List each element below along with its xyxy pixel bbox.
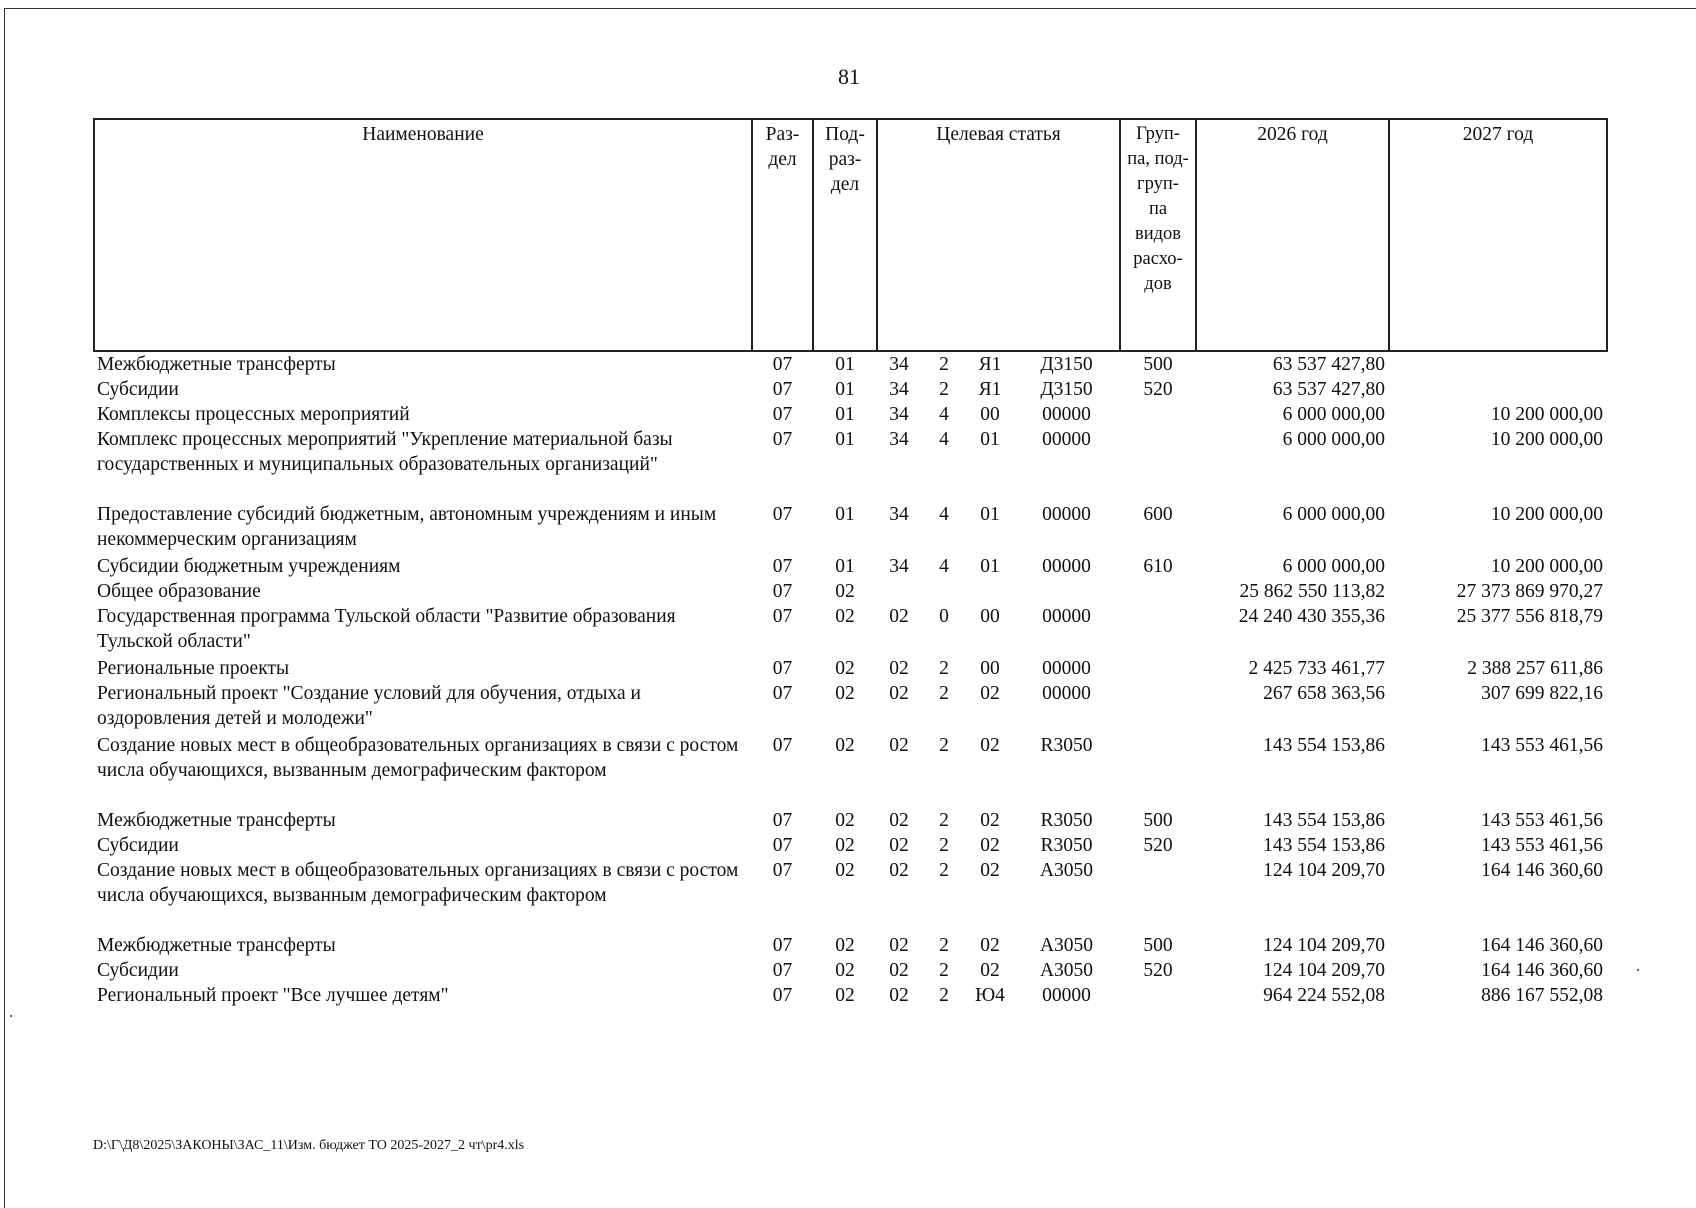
row-amount-2026: 964 224 552,08 — [1263, 985, 1385, 1006]
row-amount-2026: 25 862 550 113,82 — [1239, 581, 1385, 602]
row-target-type: 4 — [939, 429, 949, 450]
row-expense-group: 610 — [1143, 556, 1173, 577]
row-expense-group: 500 — [1143, 354, 1173, 375]
row-target-project: 02 — [980, 960, 1000, 981]
row-section: 07 — [772, 960, 793, 981]
table-row — [94, 808, 1607, 833]
row-amount-2027: 2 388 257 611,86 — [1467, 658, 1603, 679]
table-row — [94, 351, 1607, 377]
row-target-type: 4 — [939, 404, 949, 425]
row-target-program: 02 — [889, 810, 909, 831]
row-subsection: 01 — [835, 379, 855, 400]
row-name: Региональные проекты — [97, 658, 290, 679]
header-name: Наименование — [94, 119, 752, 351]
row-subsection: 02 — [835, 606, 855, 627]
row-section: 07 — [772, 683, 793, 704]
row-section: 07 — [772, 935, 793, 956]
table-row — [94, 427, 1607, 502]
row-target-type: 0 — [939, 606, 949, 627]
row-expense-group — [1120, 402, 1196, 427]
row-subsection: 02 — [835, 835, 855, 856]
row-target-program: 02 — [889, 860, 909, 881]
row-amount-2027: 10 200 000,00 — [1490, 556, 1603, 577]
table-body — [94, 351, 1607, 1008]
row-target-direction: 00000 — [1042, 683, 1091, 704]
row-target-direction: А3050 — [1039, 860, 1094, 881]
row-subsection: 02 — [835, 985, 855, 1006]
row-subsection: 02 — [835, 581, 855, 602]
table-row — [94, 554, 1607, 579]
row-section: 07 — [772, 735, 793, 756]
row-subsection: 01 — [835, 504, 855, 525]
row-section: 07 — [772, 379, 793, 400]
row-target-direction: А3050 — [1039, 935, 1094, 956]
row-name: Общее образование — [97, 581, 261, 602]
row-target-project: 02 — [980, 935, 1000, 956]
row-target-project: 00 — [980, 658, 1000, 679]
row-target-direction: R3050 — [1040, 835, 1093, 856]
row-target-direction: 00000 — [1042, 606, 1091, 627]
row-target-direction: 00000 — [1042, 556, 1091, 577]
table-header-row — [94, 119, 1607, 351]
row-target-program: 34 — [889, 404, 909, 425]
row-name: Создание новых мест в общеобразовательных организациях в связи с ростом числа обучающихся, вызванным демографическим фактором — [97, 735, 739, 781]
row-section: 07 — [772, 504, 793, 525]
row-amount-2026: 267 658 363,56 — [1263, 683, 1385, 704]
row-amount-2026: 63 537 427,80 — [1272, 354, 1385, 375]
row-target-direction: Д3150 — [1040, 354, 1093, 375]
row-amount-2027: 886 167 552,08 — [1481, 985, 1603, 1006]
row-expense-group — [1120, 983, 1196, 1008]
row-section: 07 — [772, 606, 793, 627]
row-amount-2027 — [1389, 377, 1607, 402]
table-row — [94, 733, 1607, 808]
row-target-direction: 00000 — [1042, 404, 1091, 425]
header-expense-group: Груп- па, под- груп- па видов расхо- дов — [1120, 119, 1196, 351]
row-amount-2027: 307 699 822,16 — [1481, 683, 1603, 704]
row-name: Предоставление субсидий бюджетным, автономным учреждениям и иным некоммерческим организациям — [97, 504, 717, 550]
table-row — [94, 604, 1607, 656]
table-row — [94, 933, 1607, 958]
row-amount-2027: 143 553 461,56 — [1481, 810, 1603, 831]
row-target-direction: 00000 — [1042, 429, 1091, 450]
row-target-program: 34 — [889, 504, 909, 525]
row-target-project: 01 — [980, 504, 1000, 525]
row-section: 07 — [772, 860, 793, 881]
row-target-project — [967, 579, 1013, 604]
row-subsection: 01 — [835, 556, 855, 577]
row-name: Субсидии — [97, 835, 179, 856]
row-amount-2027: 143 553 461,56 — [1481, 735, 1603, 756]
row-section: 07 — [772, 354, 793, 375]
row-name: Региональный проект "Все лучшее детям" — [97, 985, 449, 1006]
row-target-type: 2 — [939, 658, 949, 679]
row-name: Субсидии — [97, 960, 179, 981]
row-target-program: 34 — [889, 429, 909, 450]
row-subsection: 02 — [835, 735, 855, 756]
row-expense-group: 520 — [1143, 960, 1173, 981]
row-target-type: 2 — [939, 985, 949, 1006]
row-section: 07 — [772, 429, 793, 450]
row-amount-2026: 143 554 153,86 — [1263, 810, 1385, 831]
table-row — [94, 656, 1607, 681]
table-row — [94, 502, 1607, 554]
row-target-program: 02 — [889, 960, 909, 981]
row-amount-2026: 124 104 209,70 — [1263, 860, 1385, 881]
row-amount-2027 — [1389, 351, 1607, 377]
row-target-direction: 00000 — [1042, 658, 1091, 679]
row-target-program: 02 — [889, 985, 909, 1006]
row-amount-2027: 143 553 461,56 — [1481, 835, 1603, 856]
row-subsection: 02 — [835, 683, 855, 704]
row-amount-2027: 25 377 556 818,79 — [1456, 606, 1603, 627]
row-subsection: 02 — [835, 935, 855, 956]
row-subsection: 01 — [835, 429, 855, 450]
row-name: Межбюджетные трансферты — [97, 354, 336, 375]
row-target-program: 02 — [889, 935, 909, 956]
row-expense-group: 520 — [1143, 379, 1173, 400]
row-amount-2026: 63 537 427,80 — [1272, 379, 1385, 400]
row-expense-group: 520 — [1143, 835, 1173, 856]
row-section: 07 — [772, 835, 793, 856]
page-number: 81 — [838, 64, 860, 89]
row-amount-2026: 124 104 209,70 — [1263, 960, 1385, 981]
row-target-program: 02 — [889, 683, 909, 704]
row-section: 07 — [772, 404, 793, 425]
row-target-direction: Д3150 — [1040, 379, 1093, 400]
row-name: Субсидии бюджетным учреждениям — [97, 556, 401, 577]
row-target-program: 02 — [889, 658, 909, 679]
row-target-type: 2 — [939, 935, 949, 956]
table-row — [94, 958, 1607, 983]
header-subsection: Под- раз- дел — [813, 119, 877, 351]
row-subsection: 02 — [835, 658, 855, 679]
row-target-type: 2 — [939, 835, 949, 856]
row-expense-group: 500 — [1143, 935, 1173, 956]
row-target-type — [921, 579, 967, 604]
row-target-project: 00 — [980, 606, 1000, 627]
row-name: Создание новых мест в общеобразовательных организациях в связи с ростом числа обучающихся, вызванным демографическим фактором — [97, 860, 739, 906]
scan-speck — [10, 1015, 12, 1017]
header-year-2027: 2027 год — [1389, 119, 1607, 351]
row-expense-group — [1120, 858, 1196, 933]
row-subsection: 02 — [835, 960, 855, 981]
row-target-program: 02 — [889, 735, 909, 756]
row-target-program: 02 — [889, 606, 909, 627]
row-target-type: 2 — [939, 683, 949, 704]
row-target-project: 02 — [980, 735, 1000, 756]
row-amount-2026: 6 000 000,00 — [1282, 504, 1385, 525]
row-target-direction: R3050 — [1040, 735, 1093, 756]
row-amount-2026: 143 554 153,86 — [1263, 835, 1385, 856]
row-amount-2026: 143 554 153,86 — [1263, 735, 1385, 756]
row-expense-group: 600 — [1143, 504, 1173, 525]
row-target-type: 2 — [939, 379, 949, 400]
row-name: Комплексы процессных мероприятий — [97, 404, 410, 425]
table-row — [94, 579, 1607, 604]
row-target-direction: 00000 — [1042, 985, 1091, 1006]
row-expense-group — [1120, 656, 1196, 681]
table-row — [94, 833, 1607, 858]
row-target-direction: 00000 — [1042, 504, 1091, 525]
row-target-project: 01 — [980, 556, 1000, 577]
row-target-project: Я1 — [978, 354, 1002, 375]
row-amount-2027: 164 146 360,60 — [1481, 960, 1603, 981]
table-row — [94, 402, 1607, 427]
row-expense-group — [1120, 604, 1196, 656]
row-target-project: 02 — [980, 860, 1000, 881]
scan-speck — [1637, 969, 1639, 971]
row-amount-2026: 2 425 733 461,77 — [1248, 658, 1385, 679]
row-name: Региональный проект "Создание условий для обучения, отдыха и оздоровления детей и молодежи" — [97, 683, 641, 729]
row-name: Субсидии — [97, 379, 179, 400]
table-row — [94, 983, 1607, 1008]
row-target-direction: А3050 — [1039, 960, 1094, 981]
row-target-project: 02 — [980, 835, 1000, 856]
row-section: 07 — [772, 810, 793, 831]
row-subsection: 01 — [835, 354, 855, 375]
row-target-type: 4 — [939, 504, 949, 525]
row-amount-2027: 10 200 000,00 — [1490, 504, 1603, 525]
row-target-type: 2 — [939, 960, 949, 981]
row-subsection: 02 — [835, 810, 855, 831]
row-target-program: 34 — [889, 354, 909, 375]
row-target-type: 2 — [939, 860, 949, 881]
row-amount-2026: 24 240 430 355,36 — [1238, 606, 1385, 627]
file-path-footer: D:\Г\Д8\2025\ЗАКОНЫ\ЗАС_11\Изм. бюджет ТО 2025-2027_2 чт\pr4.xls — [93, 1138, 525, 1153]
row-target-direction: R3050 — [1040, 810, 1093, 831]
row-amount-2027: 10 200 000,00 — [1490, 429, 1603, 450]
row-section: 07 — [772, 556, 793, 577]
header-target-article: Целевая статья — [877, 119, 1120, 351]
row-subsection: 01 — [835, 404, 855, 425]
row-section: 07 — [772, 985, 793, 1006]
row-amount-2027: 10 200 000,00 — [1490, 404, 1603, 425]
row-target-type: 2 — [939, 735, 949, 756]
row-expense-group — [1120, 681, 1196, 733]
row-amount-2026: 6 000 000,00 — [1282, 429, 1385, 450]
row-amount-2027: 164 146 360,60 — [1481, 935, 1603, 956]
row-name: Межбюджетные трансферты — [97, 810, 336, 831]
row-target-program: 34 — [889, 556, 909, 577]
row-section: 07 — [772, 581, 793, 602]
row-target-type: 2 — [939, 810, 949, 831]
table-row — [94, 377, 1607, 402]
row-name: Государственная программа Тульской области "Развитие образования Тульской области" — [97, 606, 676, 652]
header-year-2026: 2026 год — [1196, 119, 1389, 351]
row-target-type: 4 — [939, 556, 949, 577]
row-amount-2026: 6 000 000,00 — [1282, 556, 1385, 577]
row-target-project: 02 — [980, 810, 1000, 831]
row-target-direction — [1013, 579, 1120, 604]
row-target-program: 34 — [889, 379, 909, 400]
row-target-project: 02 — [980, 683, 1000, 704]
row-expense-group — [1120, 579, 1196, 604]
row-target-project: 01 — [980, 429, 1000, 450]
row-amount-2027: 27 373 869 970,27 — [1456, 581, 1603, 602]
row-amount-2026: 124 104 209,70 — [1263, 935, 1385, 956]
row-expense-group: 500 — [1143, 810, 1173, 831]
budget-table — [93, 118, 1608, 1008]
row-target-program — [877, 579, 921, 604]
row-expense-group — [1120, 733, 1196, 808]
row-amount-2026: 6 000 000,00 — [1282, 404, 1385, 425]
row-target-program: 02 — [889, 835, 909, 856]
row-target-project: Я1 — [978, 379, 1002, 400]
row-target-project: Ю4 — [975, 985, 1005, 1006]
header-section: Раз- дел — [752, 119, 813, 351]
row-name: Комплекс процессных мероприятий "Укрепление материальной базы государственных и муниципальных образовательных организаций" — [97, 429, 673, 475]
row-subsection: 02 — [835, 860, 855, 881]
row-amount-2027: 164 146 360,60 — [1481, 860, 1603, 881]
row-target-project: 00 — [980, 404, 1000, 425]
row-section: 07 — [772, 658, 793, 679]
row-target-type: 2 — [939, 354, 949, 375]
row-name: Межбюджетные трансферты — [97, 935, 336, 956]
row-expense-group — [1120, 427, 1196, 502]
table-row — [94, 681, 1607, 733]
table-row — [94, 858, 1607, 933]
